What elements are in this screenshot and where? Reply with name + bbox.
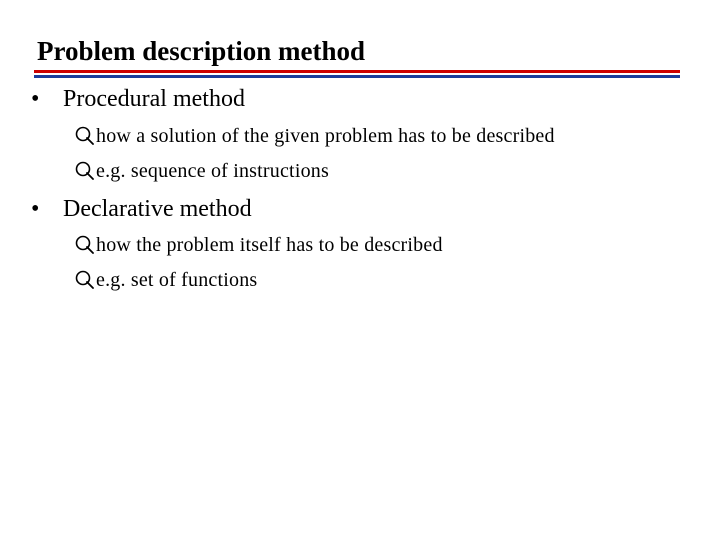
sub-item-text: e.g. sequence of instructions [96,160,329,182]
title-rule-blue [34,75,680,78]
sub-item-procedural-2 [74,158,329,184]
q-bullet-icon [74,160,96,180]
sub-item-text: how the problem itself has to be described [96,234,443,256]
sub-item-text: how a solution of the given problem has to be described [96,125,555,147]
q-bullet-icon [74,234,96,254]
bullet-marker: • [31,196,40,222]
q-bullet-icon [74,269,96,289]
sub-item-procedural-1 [74,123,555,149]
bullet-text: Procedural method [63,86,245,112]
bullet-marker: • [31,86,40,112]
q-bullet-icon [74,125,96,145]
bullet-text: Declarative method [63,196,252,222]
sub-item-declarative-2 [74,267,257,293]
bullet-declarative [31,194,252,224]
bullet-procedural [31,84,245,114]
slide-title: Problem description method [37,36,365,66]
sub-item-declarative-1 [74,232,443,258]
sub-item-text: e.g. set of functions [96,269,258,291]
